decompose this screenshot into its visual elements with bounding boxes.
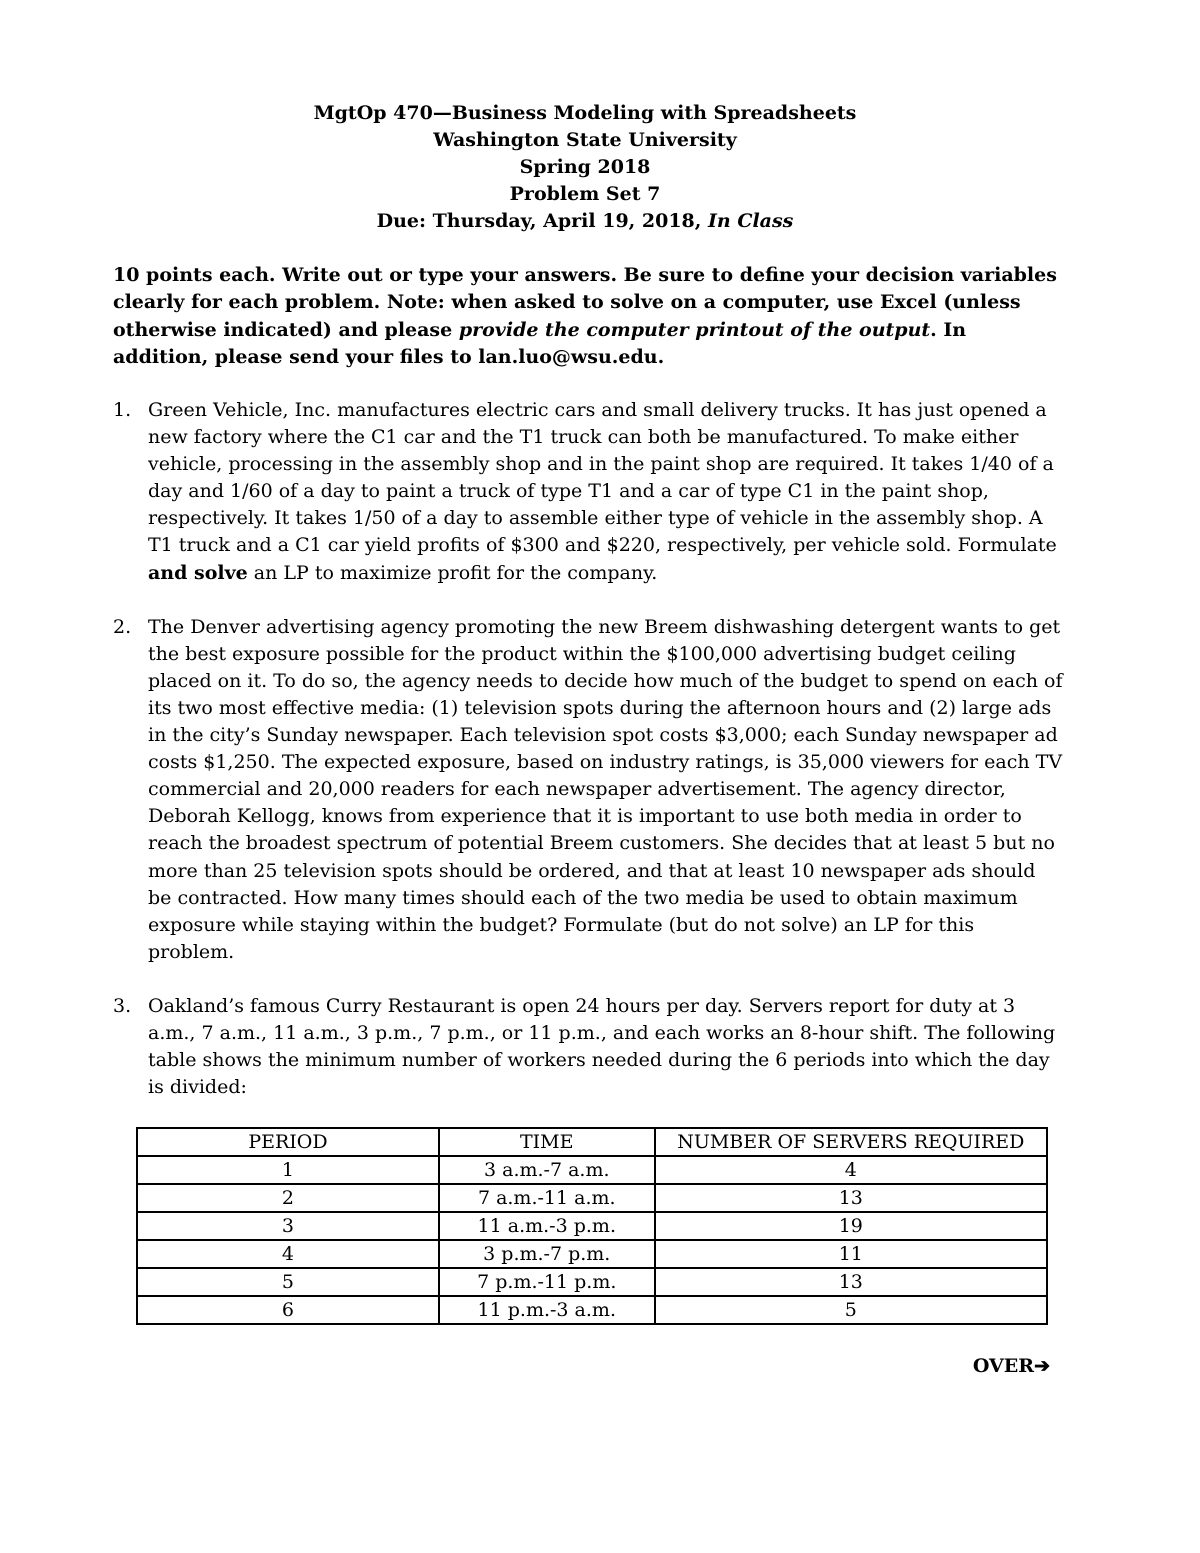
cell-period: 1 [137, 1156, 439, 1184]
problem-number: 3. [113, 994, 132, 1017]
cell-period: 6 [137, 1296, 439, 1324]
due-date-text: Due: Thursday, April 19, 2018, [376, 210, 709, 232]
due-date [0, 208, 1170, 235]
problem-2-text: The Denver advertising agency promoting the new Breem dishwashing detergent wants to get the best exposure possible for the product within the $100,000 advertising budget ceiling placed on it. To do so, the agency needs to decide how much of the budget to spend on each of its two most effective media: (1) television spots during the afternoon hours and (2) large ads in the city’s Sunday newspaper. Each television spot costs $3,000; each Sunday newspaper ad costs $1,250. The expected exposure, based on industry ratings, is 35,000 viewers for each TV commercial and 20,000 readers for each newspaper advertisement. The agency director, Deborah Kellogg, knows from experience that it is important to use both media in order to reach the broadest spectrum of potential Breem customers. She decides that at least 5 but no more than 25 television spots should be ordered, and that at least 10 newspaper ads should be contracted. How many times should each of the two media be used to obtain maximum exposure while staying within the budget? Formulate (but do not solve) an LP for this problem. [148, 615, 1063, 963]
over-indicator [960, 1353, 1050, 1380]
cell-time: 7 p.m.-11 p.m. [439, 1268, 655, 1296]
document-header [0, 100, 1170, 235]
cell-servers: 13 [655, 1268, 1047, 1296]
cell-servers: 13 [655, 1184, 1047, 1212]
instructions-part3: . In addition, please send your files to lan.luo@wsu.edu. [113, 318, 967, 368]
problem-1-text-bold: and solve [148, 561, 248, 584]
table-header-row [137, 1128, 1047, 1156]
cell-period: 3 [137, 1212, 439, 1240]
cell-time: 11 a.m.-3 p.m. [439, 1212, 655, 1240]
problem-1-text-a: Green Vehicle, Inc. manufactures electric cars and small delivery trucks. It has just opened a new factory where the C1 car and the T1 truck can both be manufactured. To make either vehicle, processing in the assembly shop and in the paint shop are required. It takes 1/40 of a day and 1/60 of a day to paint a truck of type T1 and a car of type C1 in the paint shop, respectively. It takes 1/50 of a day to assemble either type of vehicle in the assembly shop. A T1 truck and a C1 car yield profits of $300 and $220, respectively, per vehicle sold. Formulate [148, 399, 1057, 557]
cell-period: 5 [137, 1268, 439, 1296]
term: Spring 2018 [519, 156, 651, 178]
instructions-emphasis: provide the computer printout of the output [458, 318, 931, 341]
table-row [137, 1184, 1047, 1212]
cell-servers: 5 [655, 1296, 1047, 1324]
problem-number: 1. [113, 399, 132, 421]
problem-set-title: Problem Set 7 [509, 183, 661, 205]
cell-period: 4 [137, 1240, 439, 1268]
cell-time: 11 p.m.-3 a.m. [439, 1296, 655, 1324]
due-date-in-class: In Class [708, 210, 794, 232]
instructions [113, 262, 1063, 371]
table-row [137, 1240, 1047, 1268]
arrow-right-icon: ➔ [1034, 1355, 1050, 1377]
university-name: Washington State University [433, 129, 737, 151]
problem-3-text: Oakland’s famous Curry Restaurant is open 24 hours per day. Servers report for duty at 3 a.m., 7 a.m., 11 a.m., 3 p.m., 7 p.m., or 11 p.m., and each works an 8-hour shift. The following table shows the minimum number of workers needed during the 6 periods into which the day is divided: [148, 994, 1056, 1099]
column-header-period: PERIOD [137, 1128, 439, 1156]
cell-time: 7 a.m.-11 a.m. [439, 1184, 655, 1212]
table-row [137, 1156, 1047, 1184]
problem-list [113, 397, 1063, 1128]
instructions-part1: 10 points each. Write out or type your answers. Be sure to define your decision variables clearly for each problem. Note: when asked to solve on a computer, use Excel (unless otherwise indicated) and please [113, 264, 1057, 341]
servers-table-wrapper [136, 1127, 1048, 1325]
cell-servers: 19 [655, 1212, 1047, 1240]
cell-servers: 11 [655, 1240, 1047, 1268]
cell-period: 2 [137, 1184, 439, 1212]
problem-3 [113, 993, 1063, 1101]
cell-servers: 4 [655, 1156, 1047, 1184]
problem-1-text-b: an LP to maximize profit for the company. [247, 561, 658, 584]
problem-2 [113, 614, 1063, 966]
problem-1 [113, 397, 1063, 587]
over-label: OVER [972, 1355, 1035, 1377]
column-header-time: TIME [439, 1128, 655, 1156]
table-row [137, 1212, 1047, 1240]
cell-time: 3 p.m.-7 p.m. [439, 1240, 655, 1268]
column-header-servers: NUMBER OF SERVERS REQUIRED [655, 1128, 1047, 1156]
problem-number: 2. [113, 615, 132, 638]
cell-time: 3 a.m.-7 a.m. [439, 1156, 655, 1184]
servers-table [136, 1127, 1048, 1325]
table-row [137, 1296, 1047, 1324]
table-row [137, 1268, 1047, 1296]
course-title: MgtOp 470—Business Modeling with Spreadsheets [313, 102, 857, 124]
